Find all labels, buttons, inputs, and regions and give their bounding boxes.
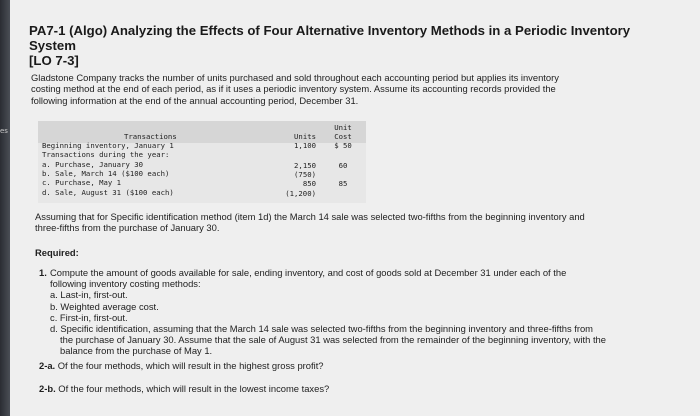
row-units: (1,200) [285,189,316,198]
row-label: Transactions during the year: [42,150,170,159]
row-units: 2,150 [294,161,316,170]
title-line-2: [LO 7-3] [29,53,79,68]
question-2b-number: 2-b. [39,383,56,394]
method-specific-id-line-2: the purchase of January 30. Assume that the sale of August 31 was selected from the remainder of the beginning inventory, with the [60,334,606,346]
assumption-text [35,211,635,234]
table-header [38,121,366,143]
row-cost: 85 [338,179,348,188]
question-2a-text: Of the four methods, which will result in the highest gross profit? [57,360,324,371]
question-1-line-1: Compute the amount of goods available for sale, ending inventory, and cost of goods sold at December 31 under each of the [50,267,567,278]
intro-line-1: Gladstone Company tracks the number of units purchased and sold throughout each accounting period but applies its inventory [31,72,559,83]
intro-line-3: following information at the end of the annual accounting period, December 31. [31,94,359,106]
question-2b [39,383,329,394]
assumption-line-2: three-fifths from the purchase of January 30. [35,222,220,234]
assumption-line-1: Assuming that for Specific identification method (item 1d) the March 14 sale was selected two-fifths from the beginning inventory and [35,211,585,222]
row-label: a. Purchase, January 30 [42,160,144,169]
left-panel-edge [0,0,10,416]
question-2b-text: Of the four methods, which will result in the lowest income taxes? [58,383,330,394]
method-weighted-average: b. Weighted average cost. [50,300,159,312]
sidebar-tab-label[interactable]: es [0,127,8,135]
header-units: Units [294,132,316,141]
header-unit-cost-line1: Unit [334,123,352,132]
row-cost: 60 [338,161,348,170]
problem-intro [31,72,631,106]
row-units: 1,100 [294,141,316,150]
row-cost: $ 50 [334,141,352,150]
row-label: c. Purchase, May 1 [42,178,122,187]
intro-line-2: costing method at the end of each period, as if it uses a periodic inventory system. Assume its accounting records provided the [31,83,556,95]
title-line-1: PA7-1 (Algo) Analyzing the Effects of Four Alternative Inventory Methods in a Periodic Inventory System [29,23,631,53]
question-2a [39,360,324,371]
method-fifo: c. First-in, first-out. [50,311,128,323]
header-unit-cost-line2: Cost [334,132,352,141]
required-heading: Required: [35,247,79,258]
row-label: Beginning inventory, January 1 [42,141,174,150]
header-transactions: Transactions [124,132,177,141]
problem-title [29,23,649,68]
method-lifo: a. Last-in, first-out. [50,289,128,301]
method-specific-id-line-1: d. Specific identification, assuming that the March 14 sale was selected two-fifths from the beginning inventory and three-fifths from [50,323,593,335]
row-label: d. Sale, August 31 ($100 each) [42,188,174,197]
question-1-line-2: following inventory costing methods: [50,278,201,290]
row-label: b. Sale, March 14 ($100 each) [42,169,170,178]
method-specific-id-line-3: balance from the purchase of May 1. [60,345,213,357]
question-1 [50,267,650,357]
row-units: (750) [294,170,316,179]
question-1-number: 1. [39,267,47,278]
question-2a-number: 2-a. [39,360,56,371]
row-units: 850 [302,179,316,188]
transactions-table [38,121,366,203]
